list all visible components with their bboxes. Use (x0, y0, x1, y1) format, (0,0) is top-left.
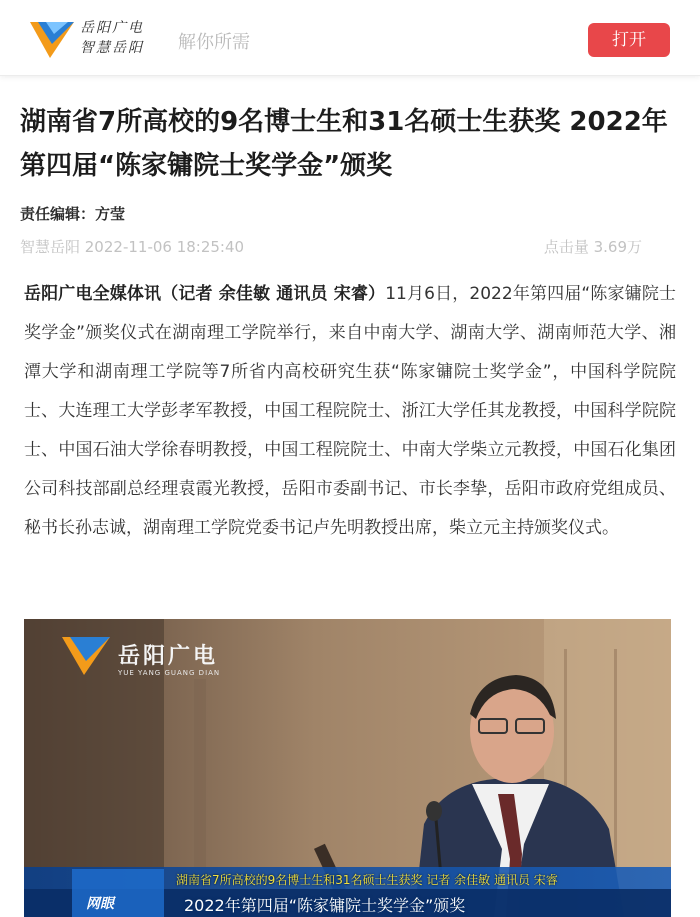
article-title: 湖南省7所高校的9名博士生和31名硕士生获奖 2022年第四届“陈家镛院士奖学金”颁奖 (20, 107, 668, 181)
article-body-text: 11月6日，2022年第四届“陈家镛院士奖学金”颁奖仪式在湖南理工学院举行，来自中南大学、湖南大学、湖南师范大学、湘潭大学和湖南理工学院等7所省内高校研究生获“陈家镛院士奖学金”，中国科学院院士、大连理工大学彭孝军教授，中国工程院院士、浙江大学任其龙教授，中国科学院院士、中国石油大学徐春明教授，中国工程院院士、中南大学柴立元教授，中国石化集团公司科技部副总经理袁霞光教授，岳阳市委副书记、市长李挚，岳阳市政府党组成员、秘书长孙志诚，湖南理工学院党委书记卢先明教授出席，柴立元主持颁奖仪式。 (24, 284, 676, 538)
app-logo[interactable] (28, 16, 158, 62)
article-editor: 责任编辑：方莹 (20, 205, 126, 223)
top-bar (0, 0, 700, 76)
caption-line-1: 湖南省7所高校的9名博士生和31名硕士生获奖 记者 余佳敏 通讯员 宋睿 (176, 873, 558, 887)
article-source-date: 智慧岳阳 2022-11-06 18:25:40 (20, 238, 245, 256)
video-caption-bar (24, 867, 671, 917)
watermark-text: 岳阳广电 (118, 643, 219, 669)
logo-mark-icon (28, 18, 76, 60)
article-lead: 岳阳广电全媒体讯（记者 余佳敏 通讯员 宋睿） (24, 284, 386, 304)
tv-channel-logo: 网眼 (86, 896, 114, 912)
caption-line-2: 2022年第四届“陈家镛院士奖学金”颁奖 (184, 896, 466, 915)
watermark-subtext: YUE YANG GUANG DIAN (118, 669, 221, 677)
slogan: 解你所需 (178, 32, 250, 53)
logo-line-1: 岳阳广电 (80, 20, 144, 36)
logo-line-2: 智慧岳阳 (80, 40, 144, 56)
broadcaster-watermark (60, 633, 240, 683)
open-app-button[interactable]: 打开 (588, 23, 670, 57)
logo-text (80, 18, 160, 58)
article-view-count: 点击量 3.69万 (543, 238, 642, 256)
article-image[interactable] (24, 619, 671, 917)
watermark-logo-icon (60, 633, 112, 677)
article-body (24, 275, 676, 548)
